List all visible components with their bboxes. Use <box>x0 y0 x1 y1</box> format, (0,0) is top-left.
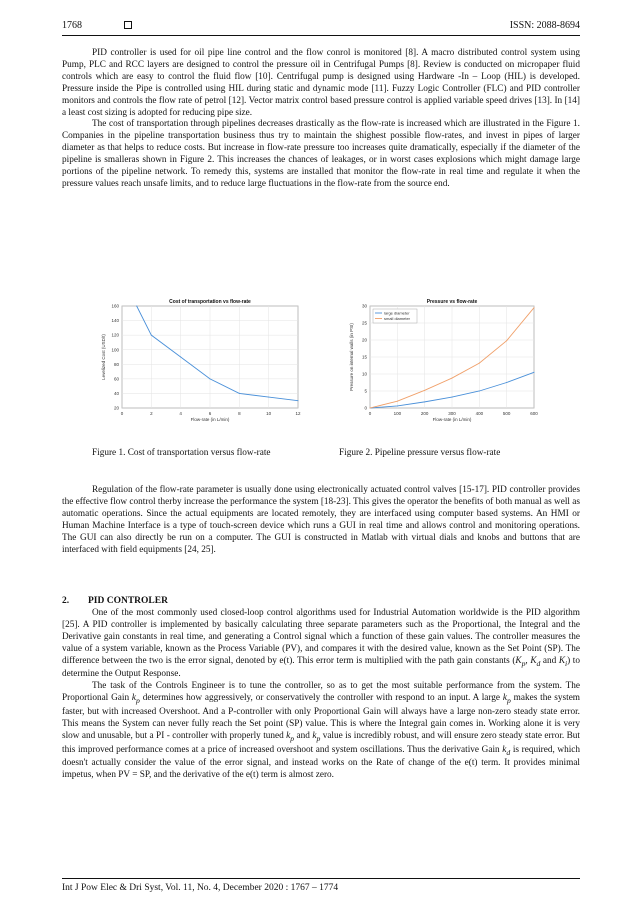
data-point <box>424 390 425 391</box>
intro-text <box>62 48 580 191</box>
figure-1-caption: Figure 1. Cost of transportation versus flow-rate <box>92 448 271 458</box>
section-2-paragraph-2 <box>62 681 580 782</box>
issn: ISSN: 2088-8694 <box>509 20 580 31</box>
text-run: makes the system faster, but with increased Overshoot. And a P-controller with only Proportional Gain will always have a large non-zero steady state error. This means the System can never fully reach the Set point (SP) value. This is where the Integral gain comes in. Working alone it is very slow and unusable, but a PI - controller with properly tuned <box>62 693 580 741</box>
gain-k-subscript: d <box>506 747 511 757</box>
gain-k-subscript: p <box>290 733 295 743</box>
chart-title: Pressure vs flow-rate <box>426 299 478 305</box>
y-tick-label: 0 <box>364 405 367 411</box>
square-bullet-icon <box>124 21 132 29</box>
section-2-paragraph-1: One of the most commonly used closed-loop control algorithms used for Industrial Automation worldwide is the PID algorithm [25]. A PID controller is implemented by basically calculating three separate parameters such as the Proportional, the Integral and the Derivative gain constants in real time, and generating a Control signal which a function of these gain values. The controller measures the value of a system variable, known as the Process Variable (PV), and compares it with the desired value, known as the Set Point (SP). The difference between the two is the error signal, denoted by e(t). This error term is multiplied with the path gain constants ($K_p$, $K_d$ and $K_i$) to determine the Output Response. <box>62 608 581 680</box>
y-tick-label: 140 <box>111 318 119 324</box>
x-tick-label: 12 <box>295 411 301 416</box>
regulation-paragraph: Regulation of the flow-rate parameter is usually done using electronically actuated control valves [15-17]. PID controller provides the effective flow control therby increase the performance the system [18-23]. This gives the operator the benefits of both manual as well as automatic operations. Since the actual equipments are located remotely, they are interfaced using computer based systems. An HMI or Human Machine Interface is a type of touch-screen device which runs a GUI in real time and allows control and monitoring operations. The GUI can also directly be run on a computer. The GUI is constructed in Matlab with virtual dials and knobs and buttons that are interfaced with field equipments [24, 25]. <box>62 485 580 555</box>
x-tick-label: 500 <box>502 411 511 416</box>
text-run: and <box>540 655 559 666</box>
chart-title: Cost of transportation vs flow-rate <box>169 299 251 305</box>
section-title: PID CONTROLER <box>88 596 168 606</box>
figure-1 <box>92 296 306 426</box>
x-axis-label: Flow-rate (in L/min) <box>190 417 230 422</box>
gain-kp-subscript: p <box>521 658 526 668</box>
x-tick-label: 0 <box>120 411 124 416</box>
data-point <box>534 307 535 308</box>
section-heading <box>62 596 168 606</box>
data-point <box>180 357 181 358</box>
x-tick-label: 6 <box>208 411 212 416</box>
text-run: value is incredibly robust, and will ensure zero steady state error. But this improved performance comes at a price of increased overshoot and system oscillations. Thus the derivative Gain <box>62 730 580 755</box>
gain-kd-subscript: d <box>536 658 541 668</box>
data-point <box>424 401 425 402</box>
data-point <box>506 382 507 383</box>
gain-k: k <box>312 730 317 741</box>
y-tick-label: 100 <box>111 347 119 353</box>
y-tick-label: 15 <box>361 354 367 360</box>
y-axis-label: Pressure on internal walls (in PSI) <box>349 323 354 391</box>
data-point <box>452 397 453 398</box>
legend-entry: large diameter <box>384 310 410 316</box>
data-point <box>479 363 480 364</box>
gain-ki-subscript: i <box>565 658 568 668</box>
y-tick-label: 60 <box>113 376 119 382</box>
x-tick-label: 200 <box>420 411 429 416</box>
y-tick-label: 120 <box>111 332 119 338</box>
y-axis-label: Levelized Cost (USD/t) <box>101 334 106 380</box>
x-tick-label: 2 <box>150 411 153 416</box>
footer-rule <box>62 878 580 879</box>
section-number: 2. <box>62 596 70 606</box>
y-tick-label: 40 <box>113 391 119 397</box>
data-point <box>210 378 211 379</box>
y-tick-label: 20 <box>361 337 367 343</box>
page-footer: Int J Pow Elec & Dri Syst, Vol. 11, No. 4, December 2020 : 1767 – 1774 <box>62 883 339 893</box>
text-run: ) to determine the Output Response. <box>62 655 581 680</box>
y-tick-label: 25 <box>361 320 367 326</box>
x-tick-label: 0 <box>368 411 372 416</box>
x-tick-label: 10 <box>266 411 272 416</box>
data-point <box>397 401 398 402</box>
text-run: is required, which doesn't actually consider the value of the error signal, and instead works on the Rate of change of the e(t) term. It provides minimal impetus, when PV = SP, and the derivative of the e(t) term is almost zero. <box>62 744 580 781</box>
gain-k: k <box>502 693 507 704</box>
intro-paragraph-2: The cost of transportation through pipelines decreases drastically as the flow-rate is increased which are illustrated in the Figure 1. Companies in the pipeline transportation business thus try to maintain the shighest possible flow-rates, and invest in pipes of larger diameter as that helps to reduce costs. But increase in flow-rate pressure too increases quite dramatically, especially if the diameter of the pipeline is smalleras shown in Figure 2. This increases the chances of leakages, or in worst cases explosions which might damage large portions of the pipeline network. To remedy this, systems are installed that monitor the flow-rate in real time and regulate it when the pressure values reach unsafe limits, and to reduce large fluctuations in the flow-rate from the source end. <box>62 119 580 189</box>
data-point <box>506 340 507 341</box>
text-run: determines how aggressively, or conservatively the controller with respond to an input. A large <box>139 693 503 704</box>
figure-2-chart <box>340 296 540 426</box>
gain-k-subscript: p <box>136 696 140 706</box>
data-point <box>370 408 371 409</box>
x-tick-label: 8 <box>238 411 241 416</box>
x-axis-label: Flow-rate (in L/min) <box>432 417 472 422</box>
y-tick-label: 160 <box>111 303 119 309</box>
gain-kd: K <box>530 655 537 666</box>
intro-paragraph-1: PID controller is used for oil pipe line control and the flow conrol is monitored [8]. A macro distributed control system using Pump, PLC and RCC layers are designed to control the pressure oil in Centrifugal Pumps [8]. Review is conducted on micropaper fluid controls which are easy to control the fluid flow [10]. Centrifugal pump is designed using Hardware -In – Loop (HIL) is developed. Pressure inside the Pipe is controlled using HIL during static and dynamic mode [11]. Fuzzy Logic Controller (FLC) and PID controller monitors and controls the flow rate of petrol [12]. Vector matrix control based pressure control is applied variable speed drives [13]. In [14] a least cost sizing is adopted for reducing pipe size. <box>62 48 580 118</box>
y-tick-label: 5 <box>364 388 367 394</box>
gain-k: k <box>502 744 507 755</box>
text-run: The task of the Controls Engineer is to tune the controller, so as to get the most suitable performance from the system. The Proportional Gain <box>62 681 580 704</box>
data-point <box>298 400 299 401</box>
text-run: and <box>294 730 313 741</box>
gain-ki: K <box>558 655 566 666</box>
gain-k: k <box>131 693 137 704</box>
y-tick-label: 80 <box>113 361 119 367</box>
text-run: One of the most commonly used closed-loop control algorithms used for Industrial Automation worldwide is the PID algorithm [25]. A PID controller is implemented by basically calculating three separate parameters such as the Proportional, the Integral and the Derivative gain constants in real time, and generating a Control signal which a function of these gain values. The controller measures the value of a system variable, known as the Process Variable (PV), and compares it with the desired value, known as the Set Point (SP). The difference between the two is the error signal, denoted by e(t). This error term is multiplied with the path gain constants ( <box>62 608 580 666</box>
x-tick-label: 300 <box>448 411 456 416</box>
figure-2-caption: Figure 2. Pipeline pressure versus flow-rate <box>339 448 501 458</box>
data-point <box>534 372 535 373</box>
header-rule <box>62 35 580 36</box>
x-tick-label: 100 <box>393 411 402 416</box>
data-point <box>239 393 240 394</box>
data-point <box>479 391 480 392</box>
x-tick-label: 600 <box>530 411 538 416</box>
page-number: 1768 <box>62 20 82 31</box>
x-tick-label: 400 <box>475 411 484 416</box>
legend-entry: small diameter <box>384 316 411 321</box>
gain-k-subscript: p <box>506 696 511 706</box>
section-2-text <box>62 608 580 782</box>
data-point <box>268 397 269 398</box>
regulation-text <box>62 485 580 556</box>
gain-kp: K <box>515 655 522 666</box>
y-tick-label: 30 <box>361 303 367 309</box>
data-point <box>136 306 137 307</box>
y-tick-label: 10 <box>361 371 367 377</box>
x-tick-label: 4 <box>179 411 182 416</box>
figure-2 <box>340 296 540 426</box>
data-point <box>151 335 152 336</box>
data-point <box>397 405 398 406</box>
gain-k-subscript: p <box>316 733 321 743</box>
gain-k: k <box>286 730 291 741</box>
figure-1-chart <box>92 296 306 426</box>
data-point <box>452 378 453 379</box>
y-tick-label: 20 <box>113 405 119 411</box>
